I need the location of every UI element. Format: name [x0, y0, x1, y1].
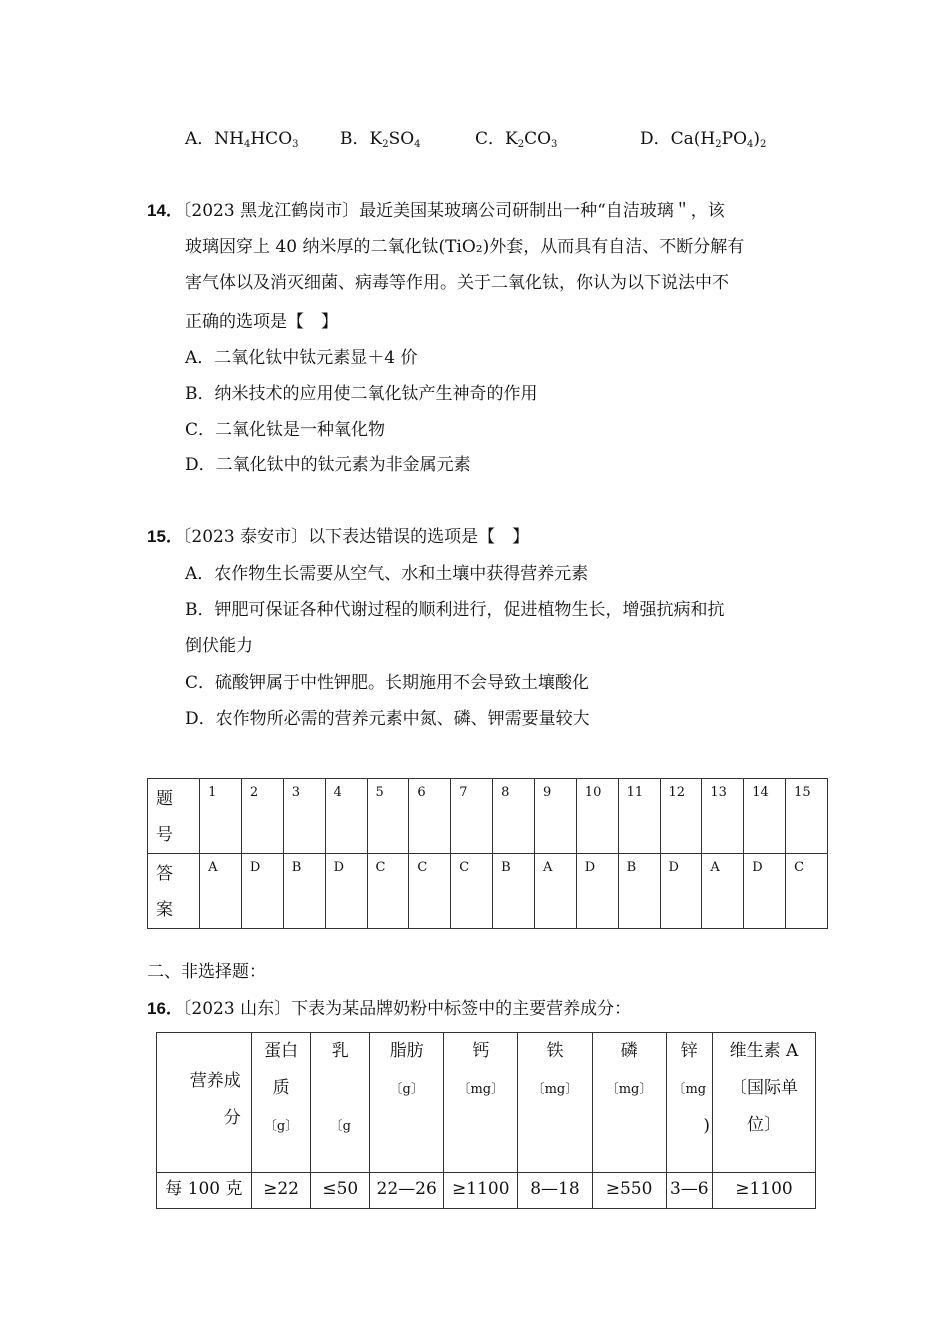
answer-table-header-q: 题 号 [148, 779, 200, 854]
table-cell: D [325, 854, 367, 929]
q14-source: 〔2023 黑龙江鹤岗市〕 [182, 201, 360, 221]
q14-number: 14． [147, 201, 183, 220]
q14-option-d: D．二氧化钛中的钛元素为非金属元素 [185, 455, 471, 475]
answer-table-row-answers [148, 854, 828, 929]
nutrition-header-label: 营养成 分 [157, 1033, 252, 1173]
q15-option-c: C．硫酸钾属于中性钾肥。长期施用不会导致土壤酸化 [185, 673, 590, 693]
table-cell: A [200, 854, 242, 929]
table-cell: 1 [200, 779, 242, 854]
q14-option-a: A．二氧化钛中钛元素显＋4 价 [185, 348, 418, 368]
table-cell: A [534, 854, 576, 929]
table-cell: D [576, 854, 618, 929]
q15-option-b-cont: 倒伏能力 [185, 636, 253, 656]
q14-option-c: C．二氧化钛是一种氧化物 [185, 420, 386, 440]
table-cell: B [283, 854, 325, 929]
q13-option-b: B．$K_2SO_4$ [340, 129, 421, 150]
q14-stem-line-1: 14．〔2023 黑龙江鹤岗市〕最近美国某玻璃公司研制出一种“自洁玻璃＂，该 [147, 201, 725, 221]
table-cell: D [744, 854, 786, 929]
table-cell: ≤50 [311, 1173, 370, 1209]
nutrition-header-iron: 铁 〔mg〕 [518, 1033, 592, 1173]
table-cell: 22—26 [370, 1173, 444, 1209]
q15-option-d: D．农作物所必需的营养元素中氮、磷、钾需要量较大 [185, 709, 590, 729]
table-cell: 12 [660, 779, 702, 854]
table-cell: 8—18 [518, 1173, 592, 1209]
q15-option-a: A．农作物生长需要从空气、水和土壤中获得营养元素 [185, 564, 589, 584]
nutrition-value-row [157, 1173, 816, 1209]
table-cell: 3 [283, 779, 325, 854]
table-cell: ≥1100 [444, 1173, 518, 1209]
table-cell: 4 [325, 779, 367, 854]
nutrition-header-fat: 脂肪 〔g〕 [370, 1033, 444, 1173]
q14-stem-line-4: 正确的选项是【 】 [185, 312, 338, 332]
nutrition-header-calcium: 钙 〔mg〕 [444, 1033, 518, 1173]
q14-stem-line-2: 玻璃因穿上 40 纳米厚的二氧化钛(TiO₂)外套，从而具有自洁、不断分解有 [185, 237, 745, 257]
table-cell: 14 [744, 779, 786, 854]
table-cell: ≥22 [251, 1173, 311, 1209]
table-cell: 8 [493, 779, 535, 854]
table-cell: 11 [618, 779, 660, 854]
section-heading: 二、非选择题： [147, 962, 266, 982]
q15-option-b: B．钾肥可保证各种代谢过程的顺利进行，促进植物生长，增强抗病和抗 [185, 600, 725, 620]
q15-source: 〔2023 泰安市〕 [182, 527, 309, 547]
q16-stem: 16．〔2023 山东〕下表为某品牌奶粉中标签中的主要营养成分： [147, 999, 632, 1019]
table-cell: ≥1100 [712, 1173, 815, 1209]
nutrition-header-zinc: 锌 〔mg ) [666, 1033, 712, 1173]
table-cell: 3—6 [666, 1173, 712, 1209]
table-cell: D [660, 854, 702, 929]
q13-option-c: C．$K_2CO_3$ [475, 129, 558, 150]
table-cell: 5 [367, 779, 409, 854]
answer-table-row-numbers [148, 779, 828, 854]
answer-table [147, 778, 828, 929]
nutrition-header-vitamin-a: 维生素 A 〔国际单 位〕 [712, 1033, 815, 1173]
table-cell: C [367, 854, 409, 929]
table-cell: 15 [786, 779, 828, 854]
q14-option-b: B．纳米技术的应用使二氧化钛产生神奇的作用 [185, 384, 538, 404]
table-cell: 2 [241, 779, 283, 854]
q16-source: 〔2023 山东〕 [182, 999, 292, 1019]
nutrition-header-lactose: 乳 〔g [311, 1033, 370, 1173]
nutrition-table [156, 1032, 816, 1209]
q16-number: 16． [147, 999, 183, 1018]
nutrition-header-phosphorus: 磷 〔mg〕 [592, 1033, 666, 1173]
nutrition-header-row [157, 1033, 816, 1173]
table-cell: 10 [576, 779, 618, 854]
table-cell: 13 [702, 779, 744, 854]
table-cell: 6 [409, 779, 451, 854]
q15-number: 15． [147, 527, 183, 546]
table-cell: C [451, 854, 493, 929]
nutrition-row-label: 每 100 克 [157, 1173, 252, 1209]
nutrition-header-protein: 蛋白 质 〔g〕 [251, 1033, 311, 1173]
answer-table-header-a: 答 案 [148, 854, 200, 929]
table-cell: C [786, 854, 828, 929]
q13-option-d: D．$Ca(H_2PO_4)_2$ [640, 129, 767, 150]
table-cell: D [241, 854, 283, 929]
table-cell: B [618, 854, 660, 929]
table-cell: C [409, 854, 451, 929]
table-cell: A [702, 854, 744, 929]
q15-stem: 15．〔2023 泰安市〕以下表达错误的选项是【 】 [147, 527, 530, 547]
table-cell: 9 [534, 779, 576, 854]
table-cell: 7 [451, 779, 493, 854]
q13-option-a: A．$NH_4HCO_3$ [185, 129, 299, 150]
table-cell: ≥550 [592, 1173, 666, 1209]
q14-stem-line-3: 害气体以及消灭细菌、病毒等作用。关于二氧化钛，你认为以下说法中不 [185, 273, 729, 293]
table-cell: B [493, 854, 535, 929]
q13-options [185, 128, 785, 152]
